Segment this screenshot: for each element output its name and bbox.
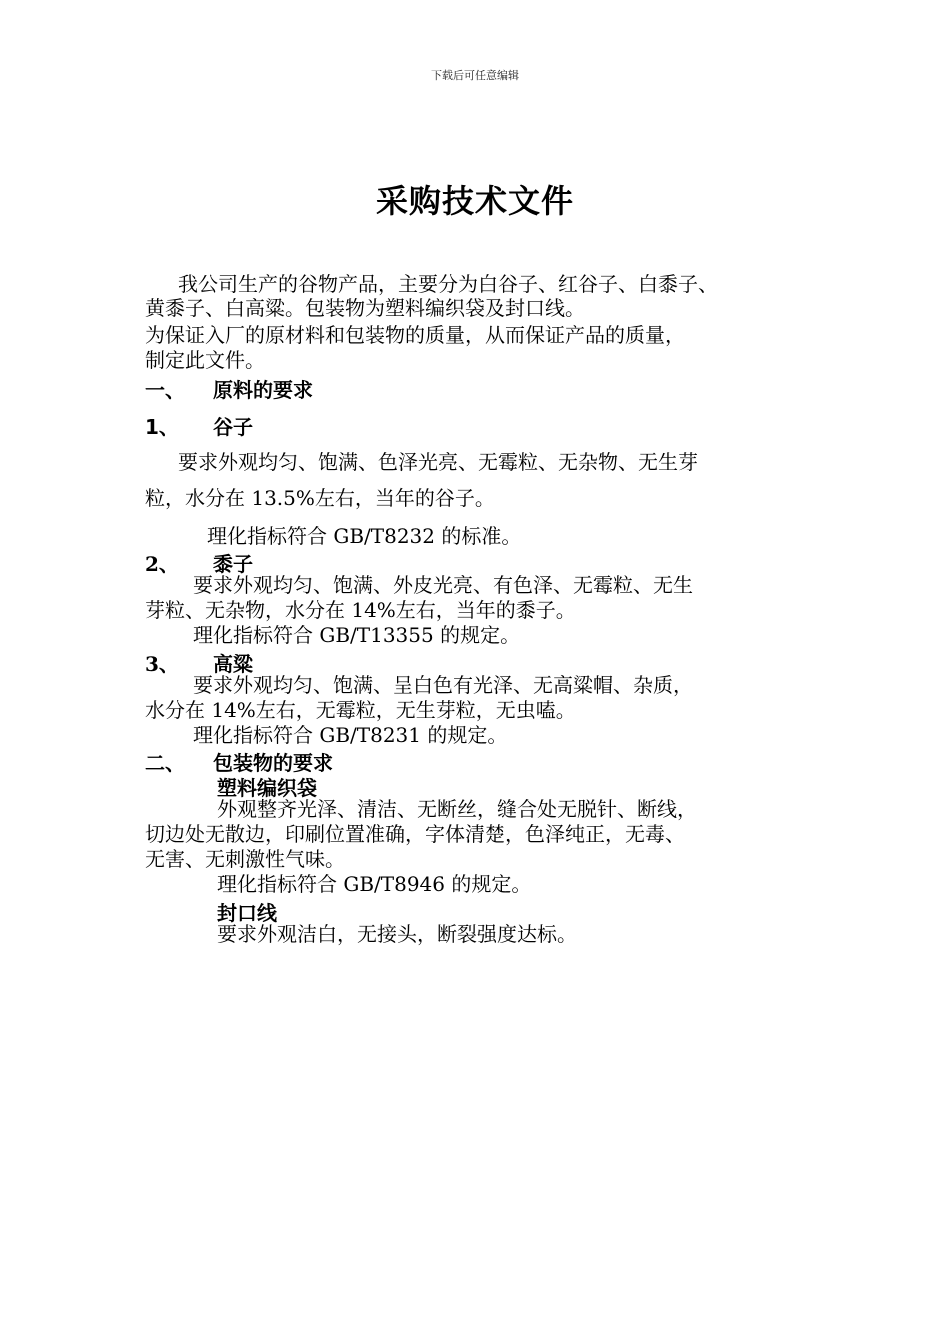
page-header: 下载后可任意编辑 — [431, 69, 519, 82]
item-3-number: 3、 — [145, 652, 179, 676]
item-2-number: 2、 — [145, 552, 179, 576]
item-2-requirement-line-2: 芽粒、无杂物，水分在 14%左右，当年的黍子。 — [145, 598, 576, 622]
item-2-requirement-line-1: 要求外观均匀、饱满、外皮光亮、有色泽、无霉粒、无生 — [193, 573, 693, 597]
item-3-title: 高粱 — [213, 652, 253, 676]
item-2-title: 黍子 — [213, 552, 253, 576]
item-1-standard: 理化指标符合 GB/T8232 的标准。 — [207, 524, 522, 548]
section-1-number: 一、 — [145, 378, 185, 402]
item-1-number: 1、 — [145, 415, 179, 439]
intro-line-3: 为保证入厂的原材料和包装物的质量，从而保证产品的质量， — [145, 323, 685, 347]
intro-line-2: 黄黍子、白高粱。包装物为塑料编织袋及封口线。 — [145, 296, 585, 320]
thread-requirement-line-1: 要求外观洁白，无接头，断裂强度达标。 — [217, 922, 577, 946]
item-3-requirement-line-2: 水分在 14%左右，无霉粒，无生芽粒，无虫嗑。 — [145, 698, 576, 722]
item-1-requirement-line-1: 要求外观均匀、饱满、色泽光亮、无霉粒、无杂物、无生芽 — [178, 450, 698, 474]
item-1-title: 谷子 — [213, 415, 253, 439]
section-2-title: 包装物的要求 — [213, 751, 333, 775]
section-1-title: 原料的要求 — [213, 378, 313, 402]
item-1-heading — [145, 411, 253, 440]
intro-line-1: 我公司生产的谷物产品，主要分为白谷子、红谷子、白黍子、 — [178, 272, 718, 296]
document-title: 采购技术文件 — [375, 182, 574, 220]
intro-line-4: 制定此文件。 — [145, 348, 265, 372]
item-3-requirement-line-1: 要求外观均匀、饱满、呈白色有光泽、无高粱帽、杂质， — [193, 673, 693, 697]
thread-heading: 封口线 — [217, 901, 277, 925]
bag-requirement-line-1: 外观整齐光泽、清洁、无断丝，缝合处无脱针、断线， — [217, 797, 697, 821]
bag-heading: 塑料编织袋 — [217, 776, 317, 800]
section-2-number: 二、 — [145, 751, 185, 775]
item-3-standard: 理化指标符合 GB/T8231 的规定。 — [193, 723, 508, 747]
bag-requirement-line-3: 无害、无刺激性气味。 — [145, 847, 345, 871]
bag-requirement-line-2: 切边处无散边，印刷位置准确，字体清楚，色泽纯正，无毒、 — [145, 822, 685, 846]
item-1-requirement-line-2: 粒，水分在 13.5%左右，当年的谷子。 — [145, 486, 495, 510]
item-2-standard: 理化指标符合 GB/T13355 的规定。 — [193, 623, 521, 647]
bag-standard: 理化指标符合 GB/T8946 的规定。 — [217, 872, 532, 896]
section-1-heading — [145, 374, 313, 403]
